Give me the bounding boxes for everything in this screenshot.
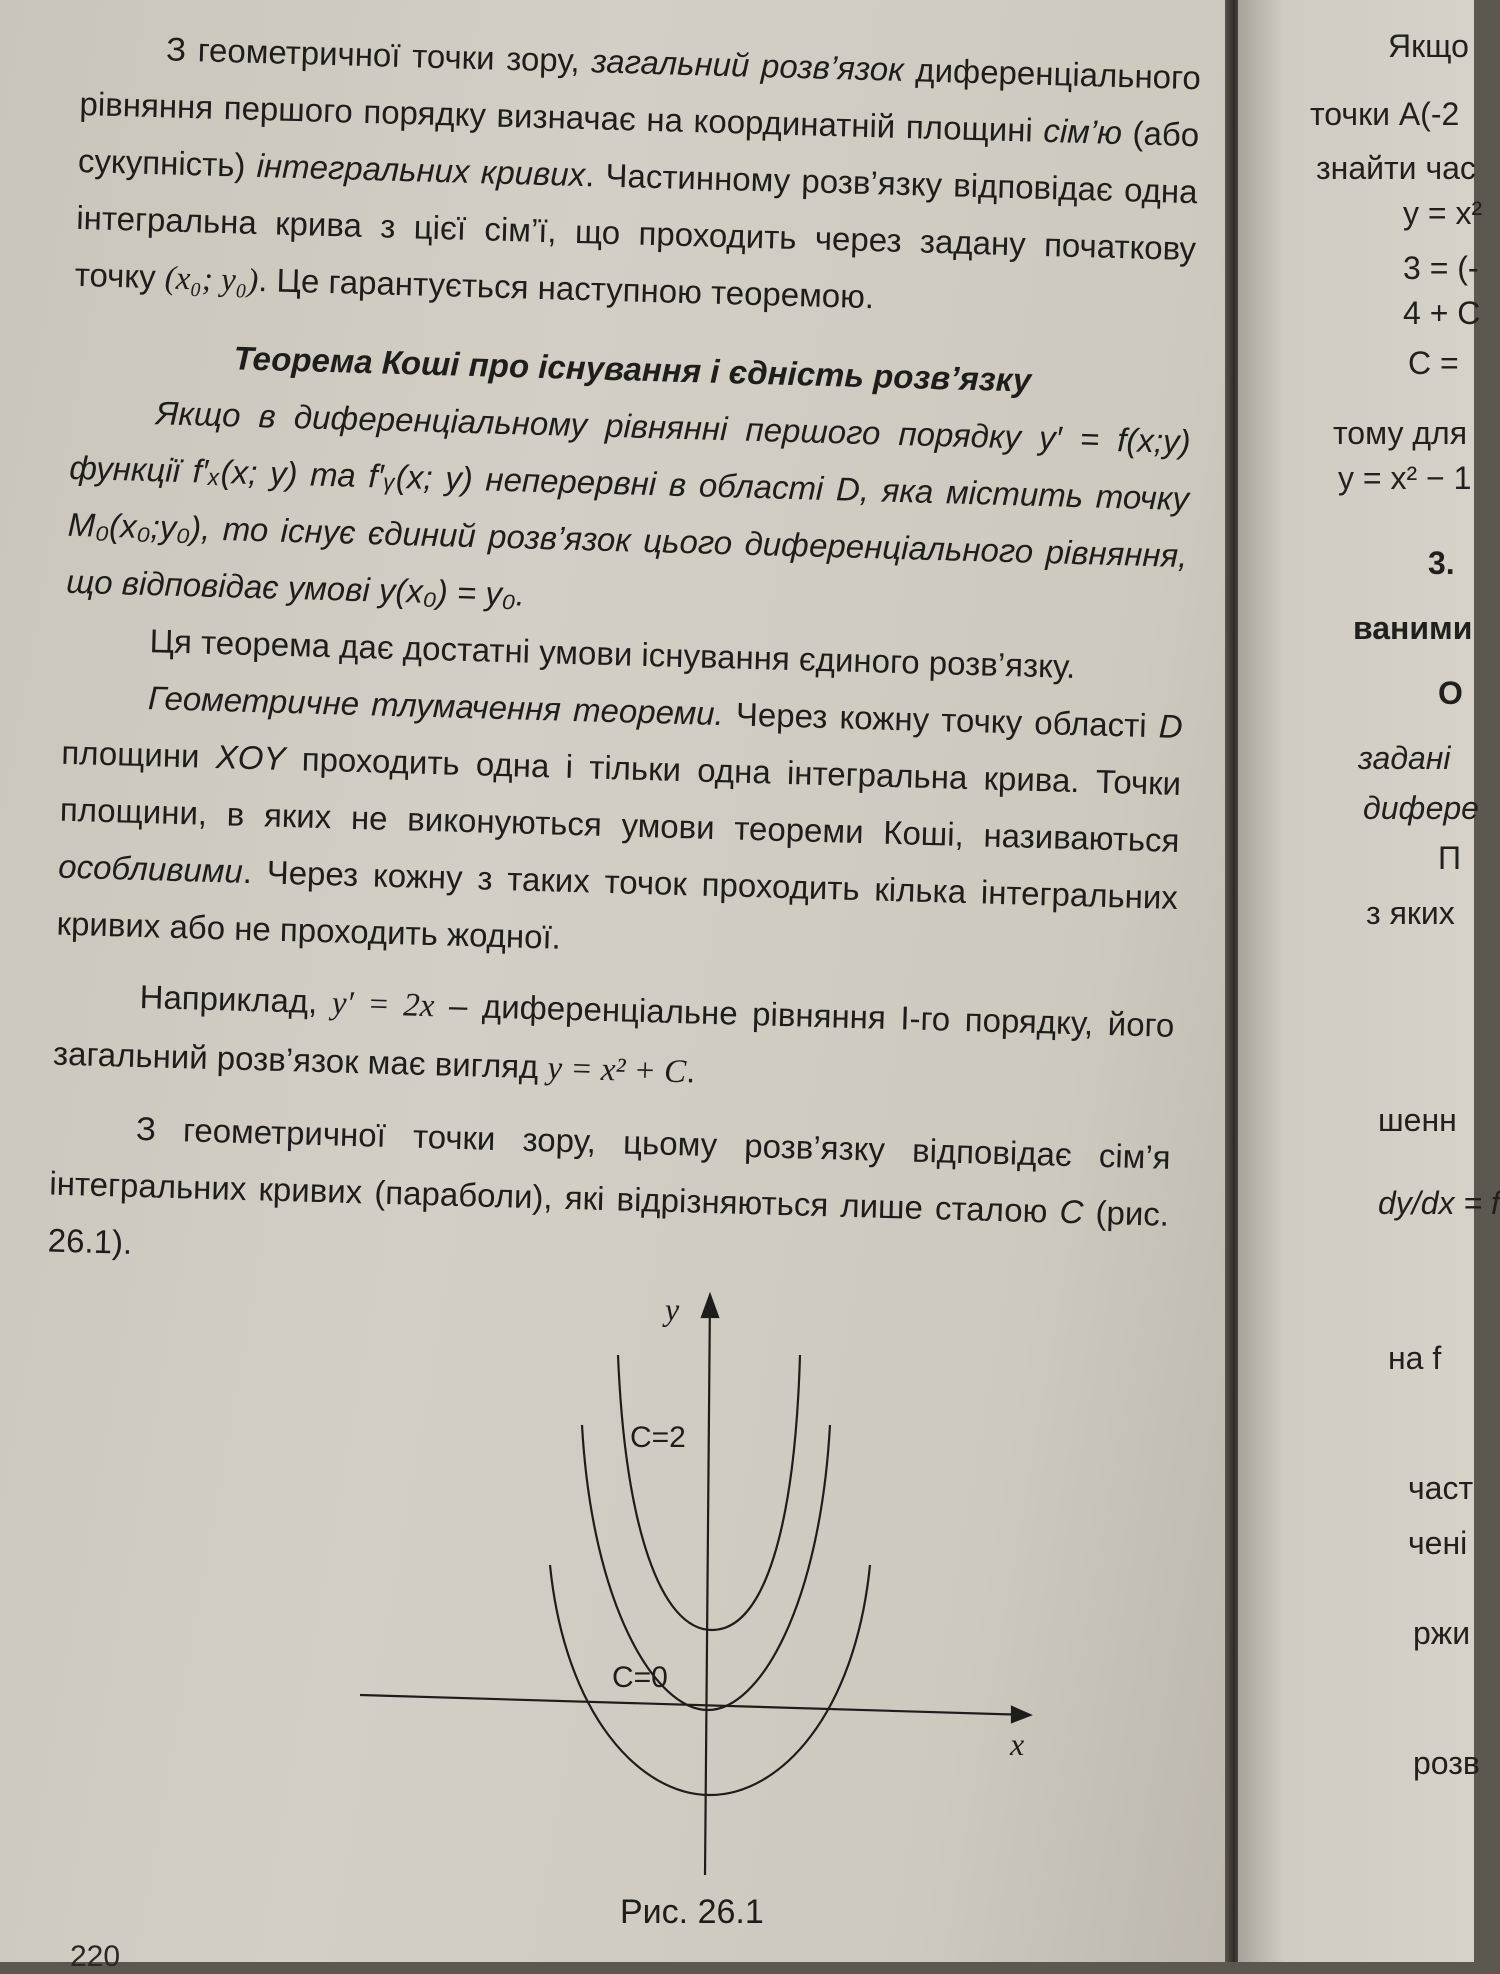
- x-axis-arrow: [1012, 1707, 1030, 1722]
- right-line: 3.: [1428, 545, 1455, 581]
- text-segment: (або сукупність): [77, 114, 1200, 184]
- right-line: тому для: [1333, 415, 1468, 451]
- figure-caption: Рис. 26.1: [620, 1893, 764, 1931]
- text-block: [47, 18, 1201, 1300]
- axis-y-label: y: [665, 1291, 680, 1327]
- paragraph-1: [74, 18, 1202, 336]
- axis-x-label: x: [1010, 1726, 1025, 1762]
- right-line: 3 = (-: [1403, 250, 1479, 286]
- right-page: [1238, 0, 1500, 1962]
- text-segment: Через кожну точку області: [723, 695, 1160, 745]
- text-segment: З геометричної точки зору,: [165, 30, 592, 80]
- text-segment: Ця теорема дає достатні умови існування єдиного розв’язку.: [149, 622, 1076, 685]
- right-line: 4 + C: [1403, 295, 1481, 331]
- right-line: ваними: [1353, 610, 1473, 646]
- right-line: част: [1408, 1470, 1474, 1506]
- text-segment: Якщо в диференціальному рівнянні першого порядку y′ = f(x;y) функції f′ₓ(x; y) та f′ᵧ(x; y) неперервні в області D, яка містить точку M₀(x₀;y₀), то існує єдиний розв’язок цього диференціального рівняння, що відповідає умові y(x₀) = y₀.: [65, 394, 1192, 613]
- text-segment: y = x² + C: [547, 1050, 687, 1091]
- text-segment: (рис. 26.1).: [47, 1193, 1170, 1261]
- right-line: dy/dx = f: [1378, 1185, 1500, 1221]
- right-line: знайти час: [1316, 150, 1476, 186]
- right-line: ржи: [1413, 1615, 1471, 1651]
- page-number: 220: [70, 1940, 121, 1973]
- text-segment: . Через кожну з таких точок проходить кілька інтегральних кривих або не проходить жодної.: [56, 852, 1179, 956]
- text-segment: З геометричної точки зору, цьому розв’язку відповідає сім’я інтегральних кривих (параболи), які відрізняються лише сталою: [48, 1109, 1172, 1230]
- text-segment: (x₀; y₀): [164, 260, 259, 300]
- curve-label-c0: C=0: [612, 1661, 668, 1694]
- right-line: задані: [1358, 740, 1451, 776]
- x-axis: [360, 1695, 1030, 1715]
- text-segment: – диференціальне рівняння I-го порядку, його загальний розв’язок має вигляд: [52, 986, 1175, 1086]
- parabola-figure: [340, 1275, 1060, 1895]
- text-segment: D: [1158, 707, 1184, 746]
- paragraph-geometric-meaning: [56, 667, 1184, 983]
- text-segment: . Частинному розв’язку відповідає одна інтегральна крива з цієї сім’ї, що проходить через задану початкову точку: [74, 156, 1199, 296]
- text-segment: C: [1059, 1192, 1084, 1231]
- curve-label-c2: C=2: [630, 1421, 686, 1454]
- parabola-c-neg: [550, 1565, 870, 1795]
- right-line: y = x² − 1: [1338, 460, 1472, 496]
- text-segment: особливими: [57, 847, 244, 890]
- right-line: О: [1438, 675, 1463, 711]
- y-axis-arrow: [702, 1295, 718, 1317]
- text-segment: Геометричне тлумачення теореми.: [147, 679, 725, 733]
- right-line: розв: [1413, 1745, 1480, 1781]
- text-segment: площини: [60, 733, 217, 776]
- text-segment: проходить одна і тільки одна інтегральна крива. Точки площини, в яких не виконуються умови теореми Коші, називаються: [59, 739, 1182, 859]
- text-segment: .: [685, 1052, 696, 1090]
- right-line: на f: [1388, 1340, 1442, 1376]
- right-line: чені: [1408, 1525, 1468, 1561]
- right-line: y = x²: [1403, 195, 1483, 231]
- text-segment: . Це гарантується наступною теоремою.: [257, 261, 875, 316]
- right-line: C =: [1408, 345, 1459, 381]
- text-segment: диференціального рівняння першого порядку визначає на координатній площині: [79, 50, 1202, 149]
- right-line: шенн: [1378, 1102, 1457, 1138]
- right-line: дифере: [1363, 790, 1479, 826]
- right-line: Якщо: [1388, 28, 1469, 64]
- y-axis: [705, 1295, 710, 1875]
- text-segment: інтегральних кривих: [256, 146, 586, 194]
- right-line: П: [1438, 840, 1461, 876]
- text-segment: Наприклад,: [139, 977, 333, 1021]
- right-line: точки A(-2: [1310, 96, 1460, 132]
- theorem-statement: [65, 382, 1191, 641]
- text-segment: сім’ю: [1042, 111, 1123, 152]
- text-segment: y′ = 2x: [331, 985, 435, 1025]
- text-segment: XOY: [215, 738, 287, 777]
- right-line: з яких: [1366, 895, 1455, 931]
- text-segment: загальний розв’язок: [590, 42, 905, 88]
- paragraph-family: [47, 1098, 1171, 1300]
- theorem-title: Теорема Коші про існування і єдність розв’язку: [233, 339, 1032, 399]
